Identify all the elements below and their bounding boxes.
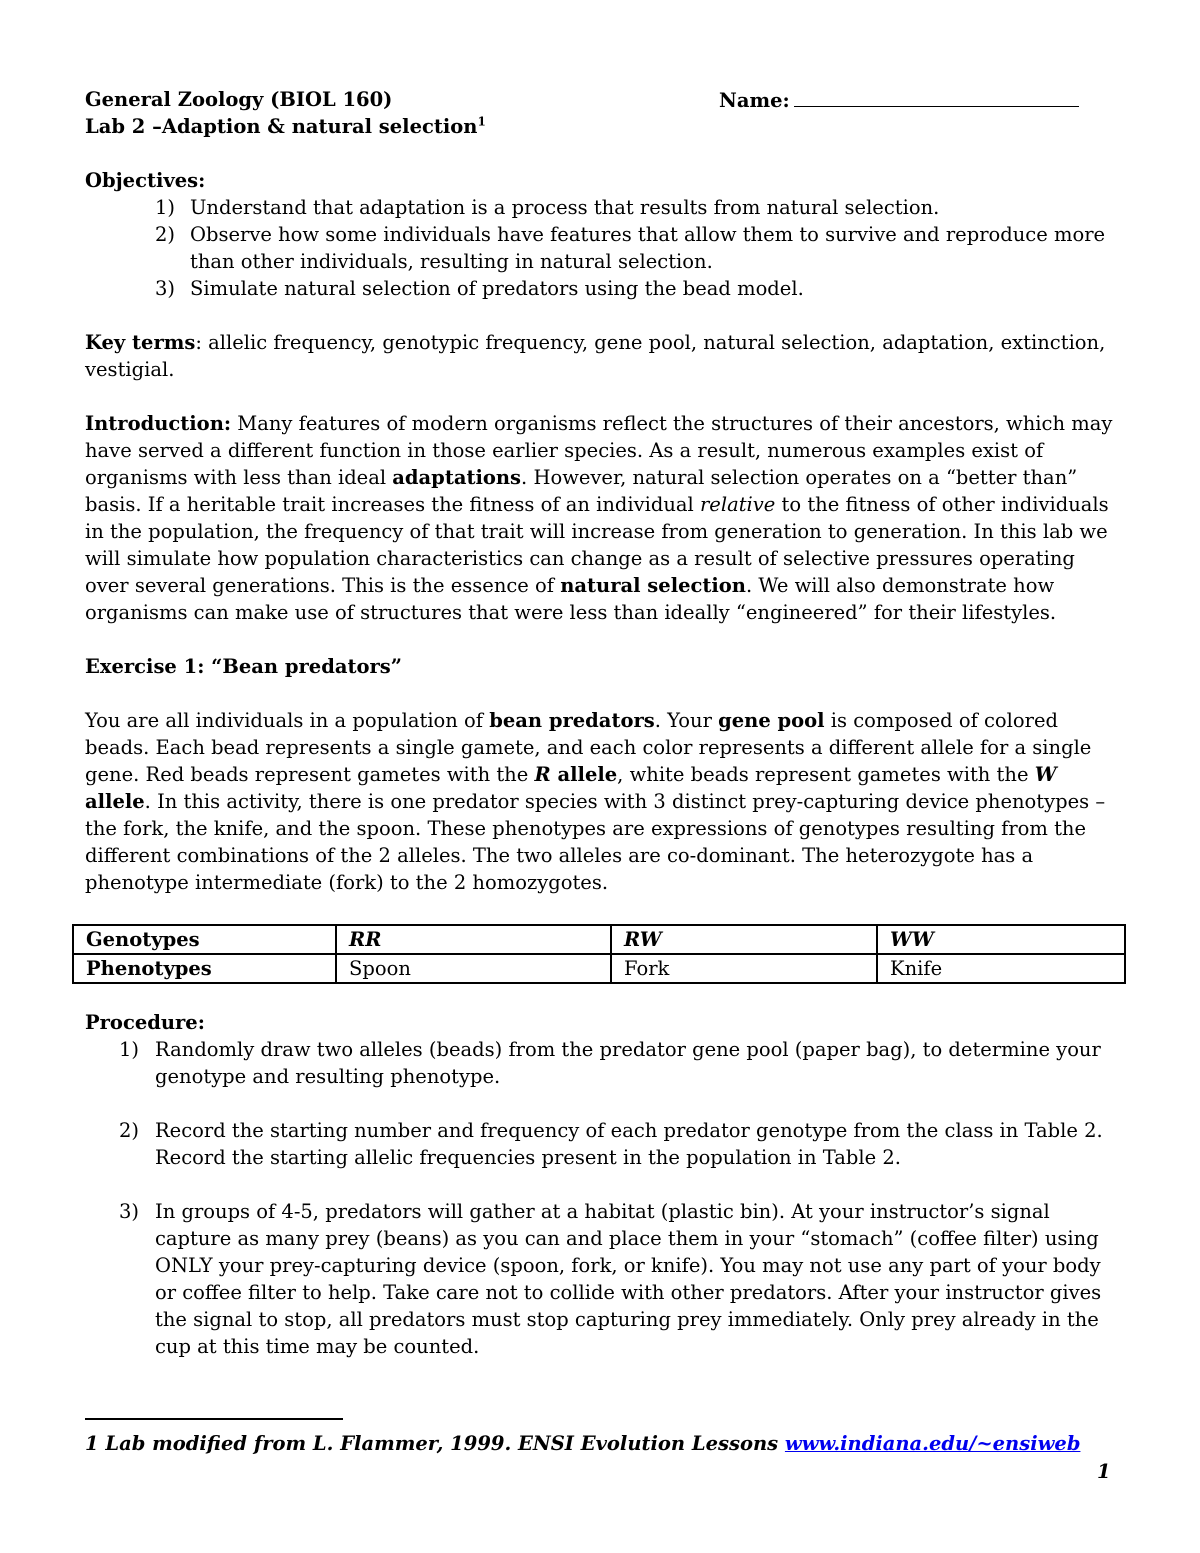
allele-label: allele: [85, 790, 145, 813]
objective-item: [85, 221, 1120, 275]
introduction-text: . We will also demonstrate how organisms can make use of structures that were less than ideally “engineered” for their lifestyles.: [85, 574, 1057, 624]
exercise1-text: . In this activity, there is one predator species with 3 distinct prey-capturing device phenotypes – the fork, the knife, and the spoon. These phenotypes are expressions of genotypes resulting from the different combinations of the 2 alleles. The two alleles are co-dominant. The heterozygote has a phenotype intermediate (fork) to the 2 homozygotes.: [85, 790, 1106, 894]
term-relative: relative: [699, 493, 776, 516]
objective-text: Observe how some individuals have features that allow them to survive and reproduce more than other individuals, resulting in natural selection.: [190, 223, 1106, 273]
lab-title-text: Lab 2 –Adaption & natural selection: [85, 115, 478, 138]
genotype-ww: WW: [890, 928, 934, 951]
exercise1-text: is composed of colored beads. Each bead represents a single gamete, and each color represents a different allele for a single gene. Red beads represent gametes with the: [85, 709, 1092, 786]
objective-item: [85, 194, 1120, 221]
introduction-text: . However, natural selection operates on a “better than” basis. If a heritable trait increases the fitness of an individual: [85, 466, 1078, 516]
allele-label: allele: [550, 763, 618, 786]
lab-title: [85, 113, 486, 140]
objective-number: 3): [155, 277, 176, 300]
procedure-number: 2): [119, 1119, 140, 1142]
introduction-text: Many features of modern organisms reflect the structures of their ancestors, which may have served a different function in those earlier species. As a result, numerous examples exist of organisms with less than ideal: [85, 412, 1113, 489]
exercise1-paragraph: [85, 707, 1120, 896]
row-header: Genotypes: [73, 925, 336, 954]
footnote: [85, 1430, 1080, 1457]
key-terms-text: : allelic frequency, genotypic frequency, gene pool, natural selection, adaptation, extinction, vestigial.: [85, 331, 1106, 381]
table-cell: [336, 925, 611, 954]
procedure-text: In groups of 4-5, predators will gather at a habitat (plastic bin). At your instructor’s signal capture as many prey (beans) as you can and place them in your “stomach” (coffee filter) using ONLY your prey-capturing device (spoon, fork, or knife). You may not use any part of your body or coffee filter to help. Take care not to collide with other predators. After your instructor gives the signal to stop, all predators must stop capturing prey immediately. Only prey already in the cup at this time may be counted.: [155, 1200, 1102, 1358]
table-cell: [611, 925, 877, 954]
allele-r: R: [534, 763, 551, 786]
footnote-link[interactable]: www.indiana.edu/~ensiweb: [784, 1432, 1081, 1455]
procedure-list: [85, 1036, 1120, 1360]
objective-number: 1): [155, 196, 176, 219]
objective-text: Understand that adaptation is a process that results from natural selection.: [190, 196, 940, 219]
allele-w: W: [1034, 763, 1057, 786]
objective-number: 2): [155, 223, 176, 246]
term-adaptations: adaptations: [392, 466, 522, 489]
objectives-heading: Objectives:: [85, 169, 206, 192]
footnote-text: 1 Lab modified from L. Flammer, 1999. ENSI Evolution Lessons: [85, 1432, 785, 1455]
course-title: General Zoology (BIOL 160): [85, 88, 393, 111]
objectives-section: [85, 167, 1120, 302]
key-terms-label: Key terms: [85, 331, 196, 354]
introduction-paragraph: [85, 410, 1120, 626]
genotype-phenotype-table: [72, 924, 1126, 984]
page-number: 1: [1097, 1460, 1111, 1483]
header-left: [85, 86, 486, 140]
objective-text: Simulate natural selection of predators using the bead model.: [190, 277, 804, 300]
table-row: [73, 925, 1125, 954]
term-gene-pool: gene pool: [718, 709, 825, 732]
procedure-text: Record the starting number and frequency of each predator genotype from the class in Table 2. Record the starting allelic frequencies present in the population in Table 2.: [155, 1119, 1103, 1169]
genotype-rw: RW: [624, 928, 662, 951]
table-row: [73, 954, 1125, 983]
table-cell: Spoon: [336, 954, 611, 983]
exercise1-text: You are all individuals in a population of: [85, 709, 490, 732]
genotype-rr: RR: [349, 928, 382, 951]
introduction-label: Introduction:: [85, 412, 232, 435]
objectives-list: [85, 194, 1120, 302]
name-blank-line: [794, 86, 1079, 107]
objective-item: [85, 275, 1120, 302]
procedure-section: [85, 1009, 1120, 1360]
table-cell: Knife: [877, 954, 1125, 983]
row-header: Phenotypes: [73, 954, 336, 983]
exercise1-text: , white beads represent gametes with the: [617, 763, 1035, 786]
name-label: Name:: [719, 89, 790, 112]
procedure-number: 1): [119, 1038, 140, 1061]
key-terms-paragraph: [85, 329, 1120, 383]
footnote-ref[interactable]: 1: [477, 114, 486, 129]
procedure-text: Randomly draw two alleles (beads) from the predator gene pool (paper bag), to determine your genotype and resulting phenotype.: [155, 1038, 1101, 1088]
table-cell: Fork: [611, 954, 877, 983]
exercise1-text: . Your: [654, 709, 719, 732]
name-field: [719, 86, 1079, 114]
procedure-item: [85, 1117, 1120, 1171]
footnote-divider: [85, 1418, 343, 1420]
term-natural-selection: natural selection: [560, 574, 746, 597]
term-bean-predators: bean predators: [489, 709, 655, 732]
introduction-text: to the fitness of other individuals in the population, the frequency of that trait will increase from generation to generation. In this lab we will simulate how population characteristics can change as a result of selective pressures operating over several generations. This is the essence of: [85, 493, 1109, 597]
exercise1-heading: Exercise 1: “Bean predators”: [85, 655, 402, 678]
procedure-number: 3): [119, 1200, 140, 1223]
table-cell: [877, 925, 1125, 954]
procedure-item: [85, 1198, 1120, 1360]
procedure-heading: Procedure:: [85, 1011, 205, 1034]
procedure-item: [85, 1036, 1120, 1090]
